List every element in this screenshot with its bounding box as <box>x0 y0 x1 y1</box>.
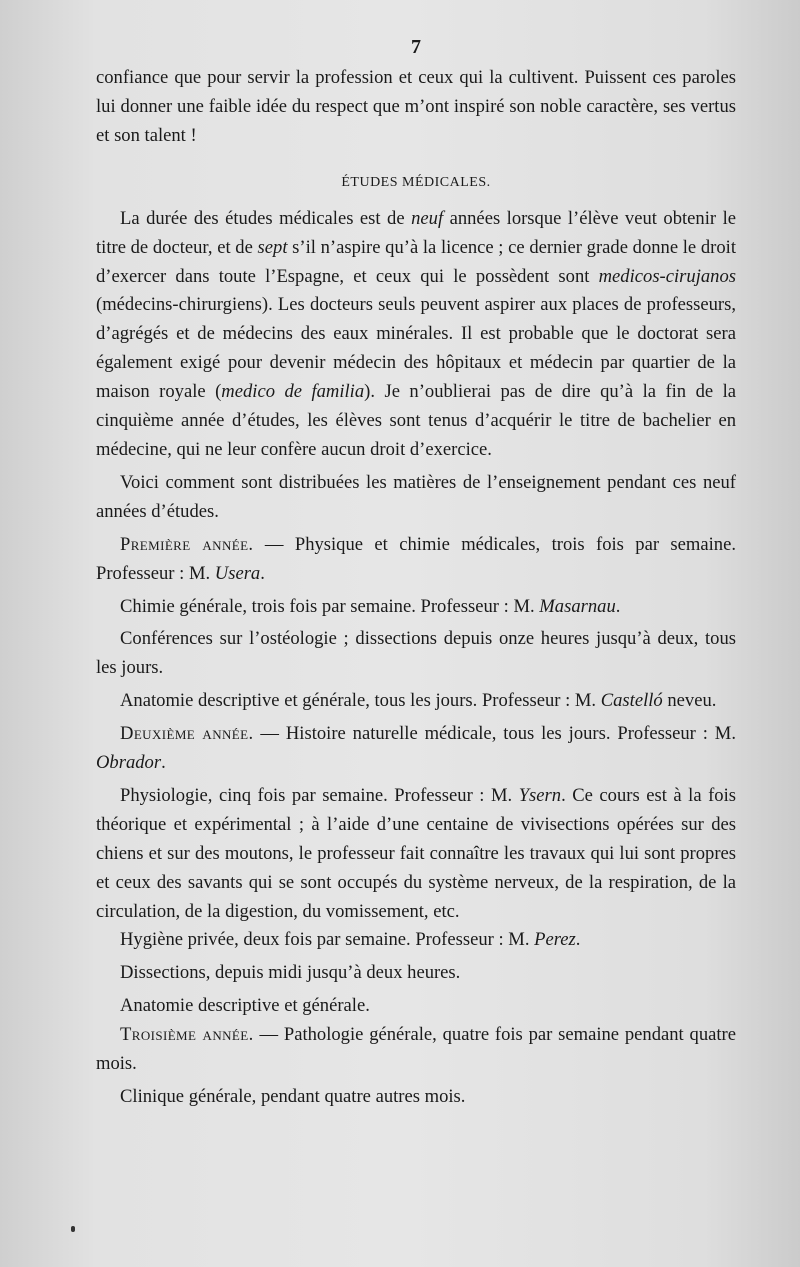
year-one-physics: Première année. — Physique et chimie médicales, trois fois par semaine. Professeur : M. Usera. <box>96 533 736 584</box>
year-one-osteology: Conférences sur l’ostéologie ; dissections depuis onze heures jusqu’à deux, tous les jours. <box>96 628 736 679</box>
ink-mark <box>71 1226 75 1232</box>
year-two-natural-history: Deuxième année. — Histoire naturelle médicale, tous les jours. Professeur : M. Obrador. <box>96 723 736 774</box>
paragraph-duration: La durée des études médicales est de neuf années lorsque l’élève veut obtenir le titre de docteur, et de sept s’il n’aspire qu’à la licence ; ce dernier grade donne le droit d’exercer dans toute l’Espagne, et ceux qui le possèdent sont medicos-cirujanos (médecins-chirurgiens). Les docteurs seuls peuvent aspirer aux places de professeurs, d’agrégés et de médecins des eaux minérales. Il est probable que le doctorat sera également exigé pour devenir médecin des hôpitaux et médecin par quartier de la maison royale (medico de familia). Je n’oublierai pas de dire qu’à la fin de la cinquième année d’études, les élèves sont tenus d’acquérir le titre de bachelier en médecine, qui ne leur confère aucun droit d’exercice. <box>96 207 736 460</box>
year-three-pathology: Troisième année. — Pathologie générale, quatre fois par semaine pendant quatre mois. <box>96 1024 736 1075</box>
year-two-anatomy: Anatomie descriptive et générale. <box>120 995 370 1017</box>
year-two-physiology: Physiologie, cinq fois par semaine. Professeur : M. Ysern. Ce cours est à la fois théorique et expérimental ; à l’aide d’une centaine de vivisections opérées sur des chiens et sur des moutons, le professeur fait connaître les travaux qui lui sont propres et ceux des savants qui se sont occupés du système nerveux, de la respiration, de la circulation, de la digestion, du vomissement, etc. <box>96 784 736 922</box>
year-one-chemistry: Chimie générale, trois fois par semaine. Professeur : M. Masarnau. <box>120 595 621 617</box>
section-heading: ÉTUDES MÉDICALES. <box>341 174 491 190</box>
page-number: 7 <box>411 36 421 58</box>
year-two-dissections: Dissections, depuis midi jusqu’à deux heures. <box>120 962 461 984</box>
paragraph-distribution: Voici comment sont distribuées les matières de l’enseignement pendant ces neuf années d’études. <box>96 471 736 522</box>
page-text <box>96 30 736 1112</box>
year-three-clinic: Clinique générale, pendant quatre autres mois. <box>120 1086 466 1107</box>
year-one-anatomy: Anatomie descriptive et générale, tous les jours. Professeur : M. Castelló neveu. <box>120 690 717 712</box>
paragraph-continuation: confiance que pour servir la profession et ceux qui la cultivent. Puissent ces paroles lui donner une faible idée du respect que m’ont inspiré son noble caractère, ses vertus et son talent ! <box>96 67 736 146</box>
year-two-hygiene: Hygiène privée, deux fois par semaine. Professeur : M. Perez. <box>120 929 581 951</box>
